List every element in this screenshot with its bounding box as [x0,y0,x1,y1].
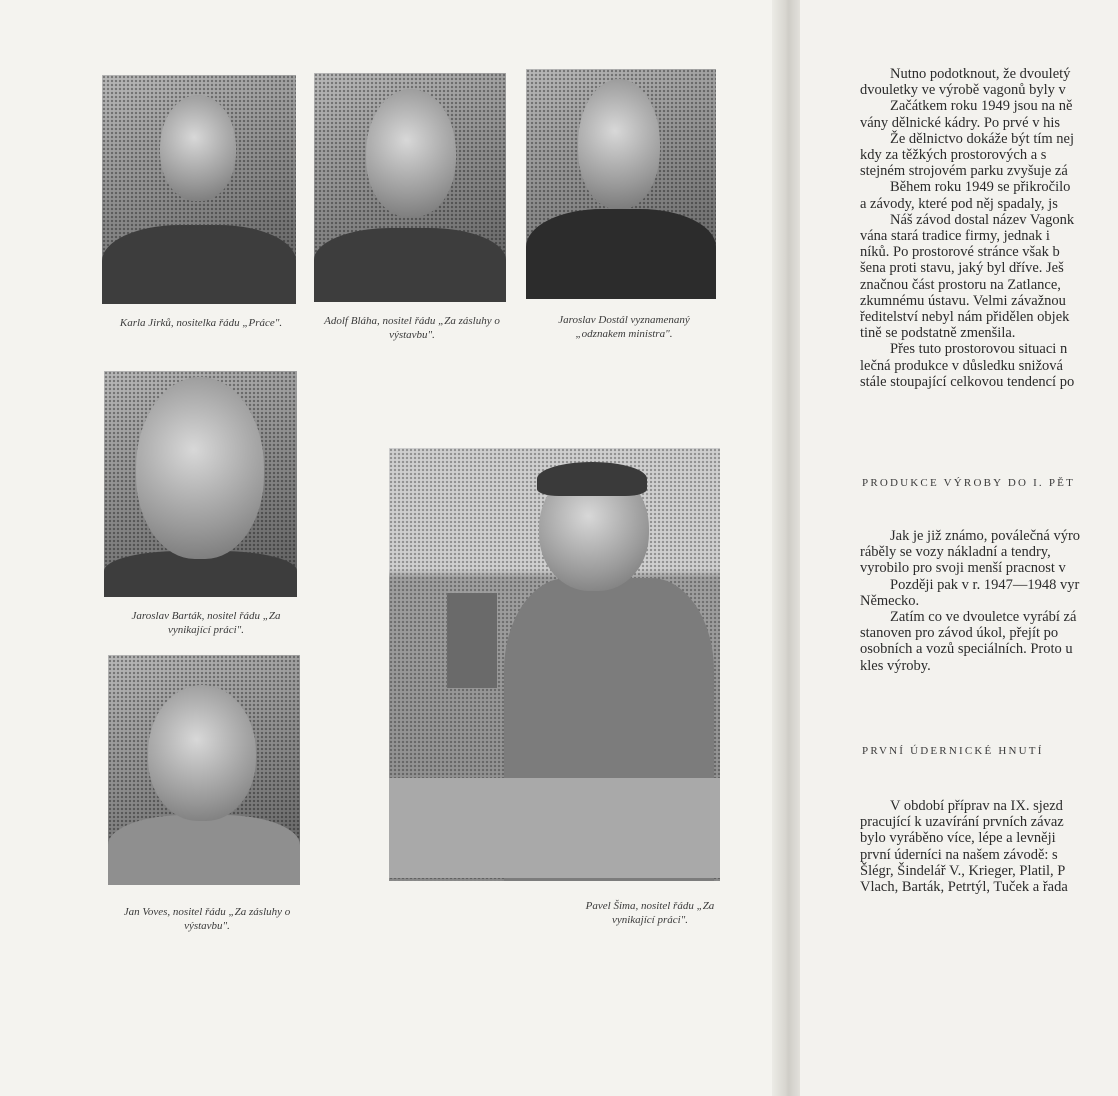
text-line: Německo. [860,592,920,609]
caption-pavel-sima: Pavel Šima, nositel řádu „Za vynikající práci". [585,900,715,926]
text-line: Zatím co ve dvouletce vyrábí zá [890,609,1077,626]
text-line: kles výroby. [860,657,931,674]
text-line: kdy za těžkých prostorových a s [860,147,1047,164]
section-heading-udernicke: PRVNÍ ÚDERNICKÉ HNUTÍ [862,745,1044,757]
text-line: V období příprav na IX. sjezd [890,798,1063,814]
book-gutter [772,0,802,1096]
text-line: ráběly se vozy nákladní a tendry, [860,544,1051,561]
text-line: vána stará tradice firmy, jednak i [860,228,1050,245]
text-line: vány dělnické kádry. Po prvé v his [860,114,1060,131]
text-line: lečná produkce v důsledku snižová [860,357,1063,374]
photo-jaroslav-dostal [526,69,716,299]
photo-pavel-sima [389,448,720,881]
text-line: stále stoupající celkovou tendencí po [860,373,1075,390]
text-line: Že dělnictvo dokáže být tím nej [890,130,1075,147]
text-line: stejném strojovém parku zvyšuje zá [860,163,1068,180]
text-line: Náš závod dostal název Vagonk [890,211,1075,228]
text-line: stanoven pro závod úkol, přejít po [860,625,1059,642]
photo-karla-jirku [102,75,296,304]
text-line: Šlégr, Šindelář V., Krieger, Platil, P [860,862,1066,879]
text-line: bylo vyráběno více, lépe a levněji [860,830,1056,847]
section-heading-produkce: PRODUKCE VÝROBY DO I. PĚT [862,477,1075,489]
text-line: tině se podstatně zmenšila. [860,325,1016,342]
text-line: Přes tuto prostorovou situaci n [890,341,1068,358]
text-line: pracující k uzavírání prvních závaz [860,814,1064,831]
photo-adolf-blaha [314,73,506,302]
text-line: a závody, které pod něj spadaly, js [860,195,1058,212]
body-text-block-3 [860,798,1118,895]
text-line: první úderníci na našem závodě: s [860,846,1058,863]
text-line: Během roku 1949 se přikročilo [890,179,1071,196]
caption-jaroslav-dostal: Jaroslav Dostál vyznamenaný „odznakem ministra". [558,314,690,340]
photo-jaroslav-bartak [104,371,297,597]
text-line: dvouletky ve výrobě vagonů byly v [860,82,1066,99]
caption-adolf-blaha: Adolf Bláha, nositel řádu „Za zásluhy o výstavbu". [324,315,500,341]
body-text-block-1 [860,66,1118,390]
text-line: značnou část prostoru na Zatlance, [860,276,1061,293]
text-line: vyrobilo pro svoji menší pracnost v [860,560,1066,577]
text-line: zkumnému ústavu. Velmi závažnou [860,292,1066,309]
text-line: osobních a vozů speciálních. Proto u [860,641,1073,658]
caption-karla-jirku: Karla Jirků, nositelka řádu „Práce". [119,317,283,329]
text-line: Nutno podotknout, že dvouletý [890,66,1071,82]
caption-jaroslav-bartak: Jaroslav Barták, nositel řádu „Za vynikající práci". [131,610,281,636]
text-line: Začátkem roku 1949 jsou na ně [890,98,1073,115]
text-line: Později pak v r. 1947—1948 vyr [890,576,1080,593]
text-line: šena proti stavu, jaký byl dříve. Ješ [860,260,1064,277]
body-text-block-2 [860,528,1118,674]
text-line: Vlach, Barták, Petrtýl, Tuček a řada [860,879,1068,896]
caption-jan-voves: Jan Voves, nositel řádu „Za zásluhy o výstavbu". [123,906,291,932]
text-line: níků. Po prostorové stránce však b [860,244,1060,261]
text-line: ředitelství nebyl nám přidělen objek [860,309,1070,326]
text-line: Jak je již známo, poválečná výro [890,528,1081,544]
photo-jan-voves [108,655,300,885]
